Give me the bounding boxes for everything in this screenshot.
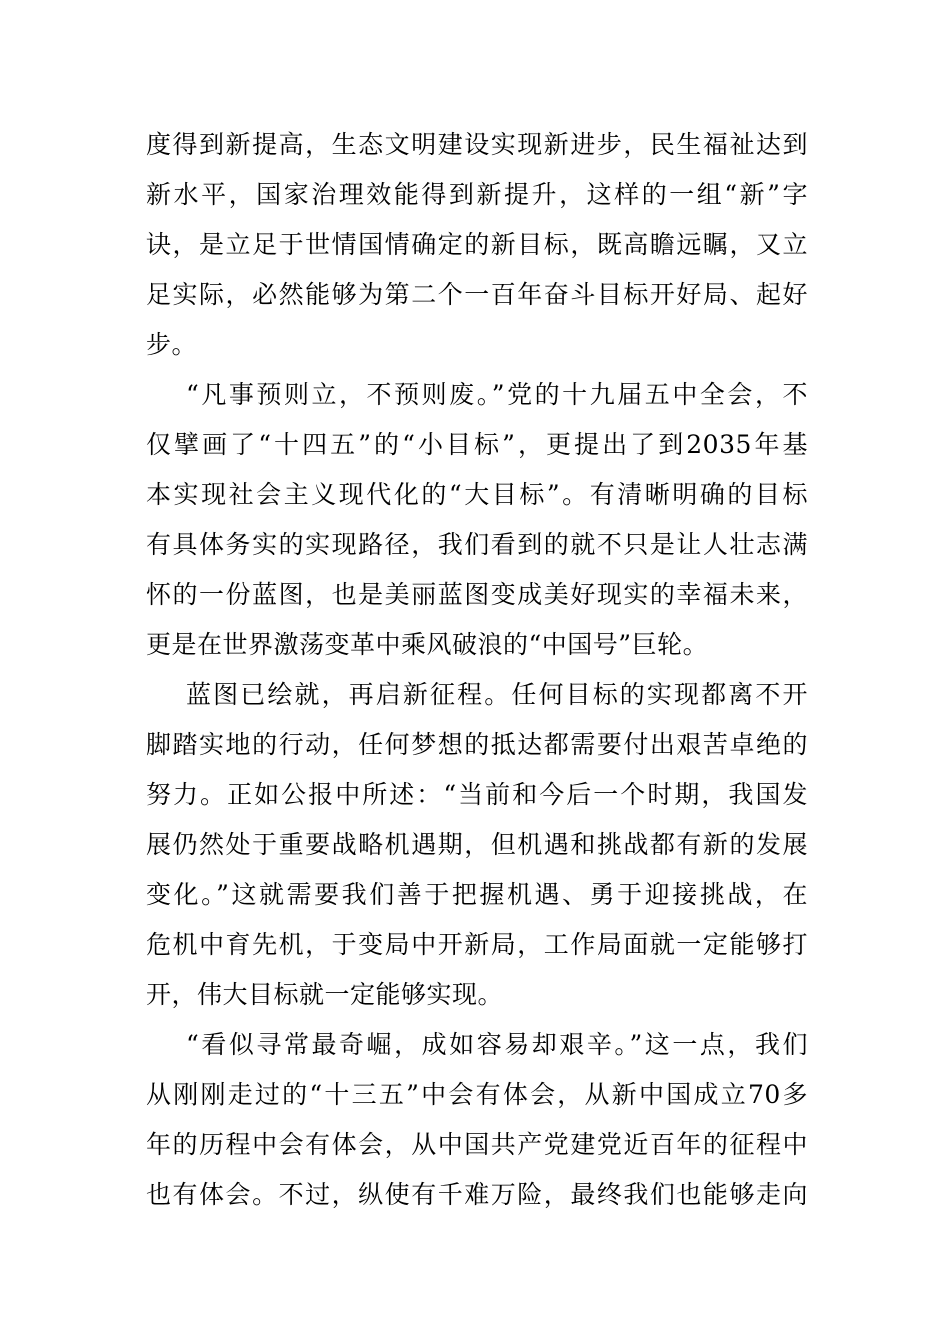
body-text bbox=[146, 120, 808, 1220]
text-line: 变化。”这就需要我们善于把握机遇、勇于迎接挑战，在 bbox=[146, 880, 808, 909]
text-line: 脚踏实地的行动，任何梦想的抵达都需要付出艰苦卓绝的 bbox=[146, 730, 808, 759]
text-line: 努力。正如公报中所述：“当前和今后一个时期，我国发 bbox=[146, 780, 808, 809]
text-line: 从刚刚走过的“十三五”中会有体会，从新中国成立70多 bbox=[146, 1080, 808, 1109]
text-line: 新水平，国家治理效能得到新提升，这样的一组“新”字 bbox=[146, 180, 808, 209]
text-line: 仅擘画了“十四五”的“小目标”，更提出了到2035年基 bbox=[146, 430, 808, 459]
text-line: “看似寻常最奇崛，成如容易却艰辛。”这一点，我们 bbox=[186, 1030, 808, 1059]
text-line: 展仍然处于重要战略机遇期，但机遇和挑战都有新的发展 bbox=[146, 830, 808, 859]
text-line: 怀的一份蓝图，也是美丽蓝图变成美好现实的幸福未来， bbox=[146, 580, 808, 609]
paragraph bbox=[146, 370, 808, 670]
text-line: 危机中育先机，于变局中开新局，工作局面就一定能够打 bbox=[146, 930, 808, 959]
paragraph bbox=[146, 120, 808, 370]
text-line: 年的历程中会有体会，从中国共产党建党近百年的征程中 bbox=[146, 1130, 808, 1159]
paragraph bbox=[146, 1020, 808, 1220]
text-line: 本实现社会主义现代化的“大目标”。有清晰明确的目标 bbox=[146, 480, 808, 509]
text-line: 度得到新提高，生态文明建设实现新进步，民生福祉达到 bbox=[146, 130, 808, 159]
text-line: 有具体务实的实现路径，我们看到的就不只是让人壮志满 bbox=[146, 530, 808, 559]
text-line: 更是在世界激荡变革中乘风破浪的“中国号”巨轮。 bbox=[146, 630, 709, 659]
text-line: 也有体会。不过，纵使有千难万险，最终我们也能够走向 bbox=[146, 1180, 808, 1209]
text-line: 步。 bbox=[146, 330, 198, 359]
text-line: 诀，是立足于世情国情确定的新目标，既高瞻远瞩，又立 bbox=[146, 230, 808, 259]
text-line: “凡事预则立，不预则废。”党的十九届五中全会，不 bbox=[186, 380, 808, 409]
text-line: 开，伟大目标就一定能够实现。 bbox=[146, 980, 504, 1009]
text-line: 足实际，必然能够为第二个一百年奋斗目标开好局、起好 bbox=[146, 280, 808, 309]
text-line: 蓝图已绘就，再启新征程。任何目标的实现都离不开 bbox=[186, 680, 808, 709]
paragraph bbox=[146, 670, 808, 1020]
